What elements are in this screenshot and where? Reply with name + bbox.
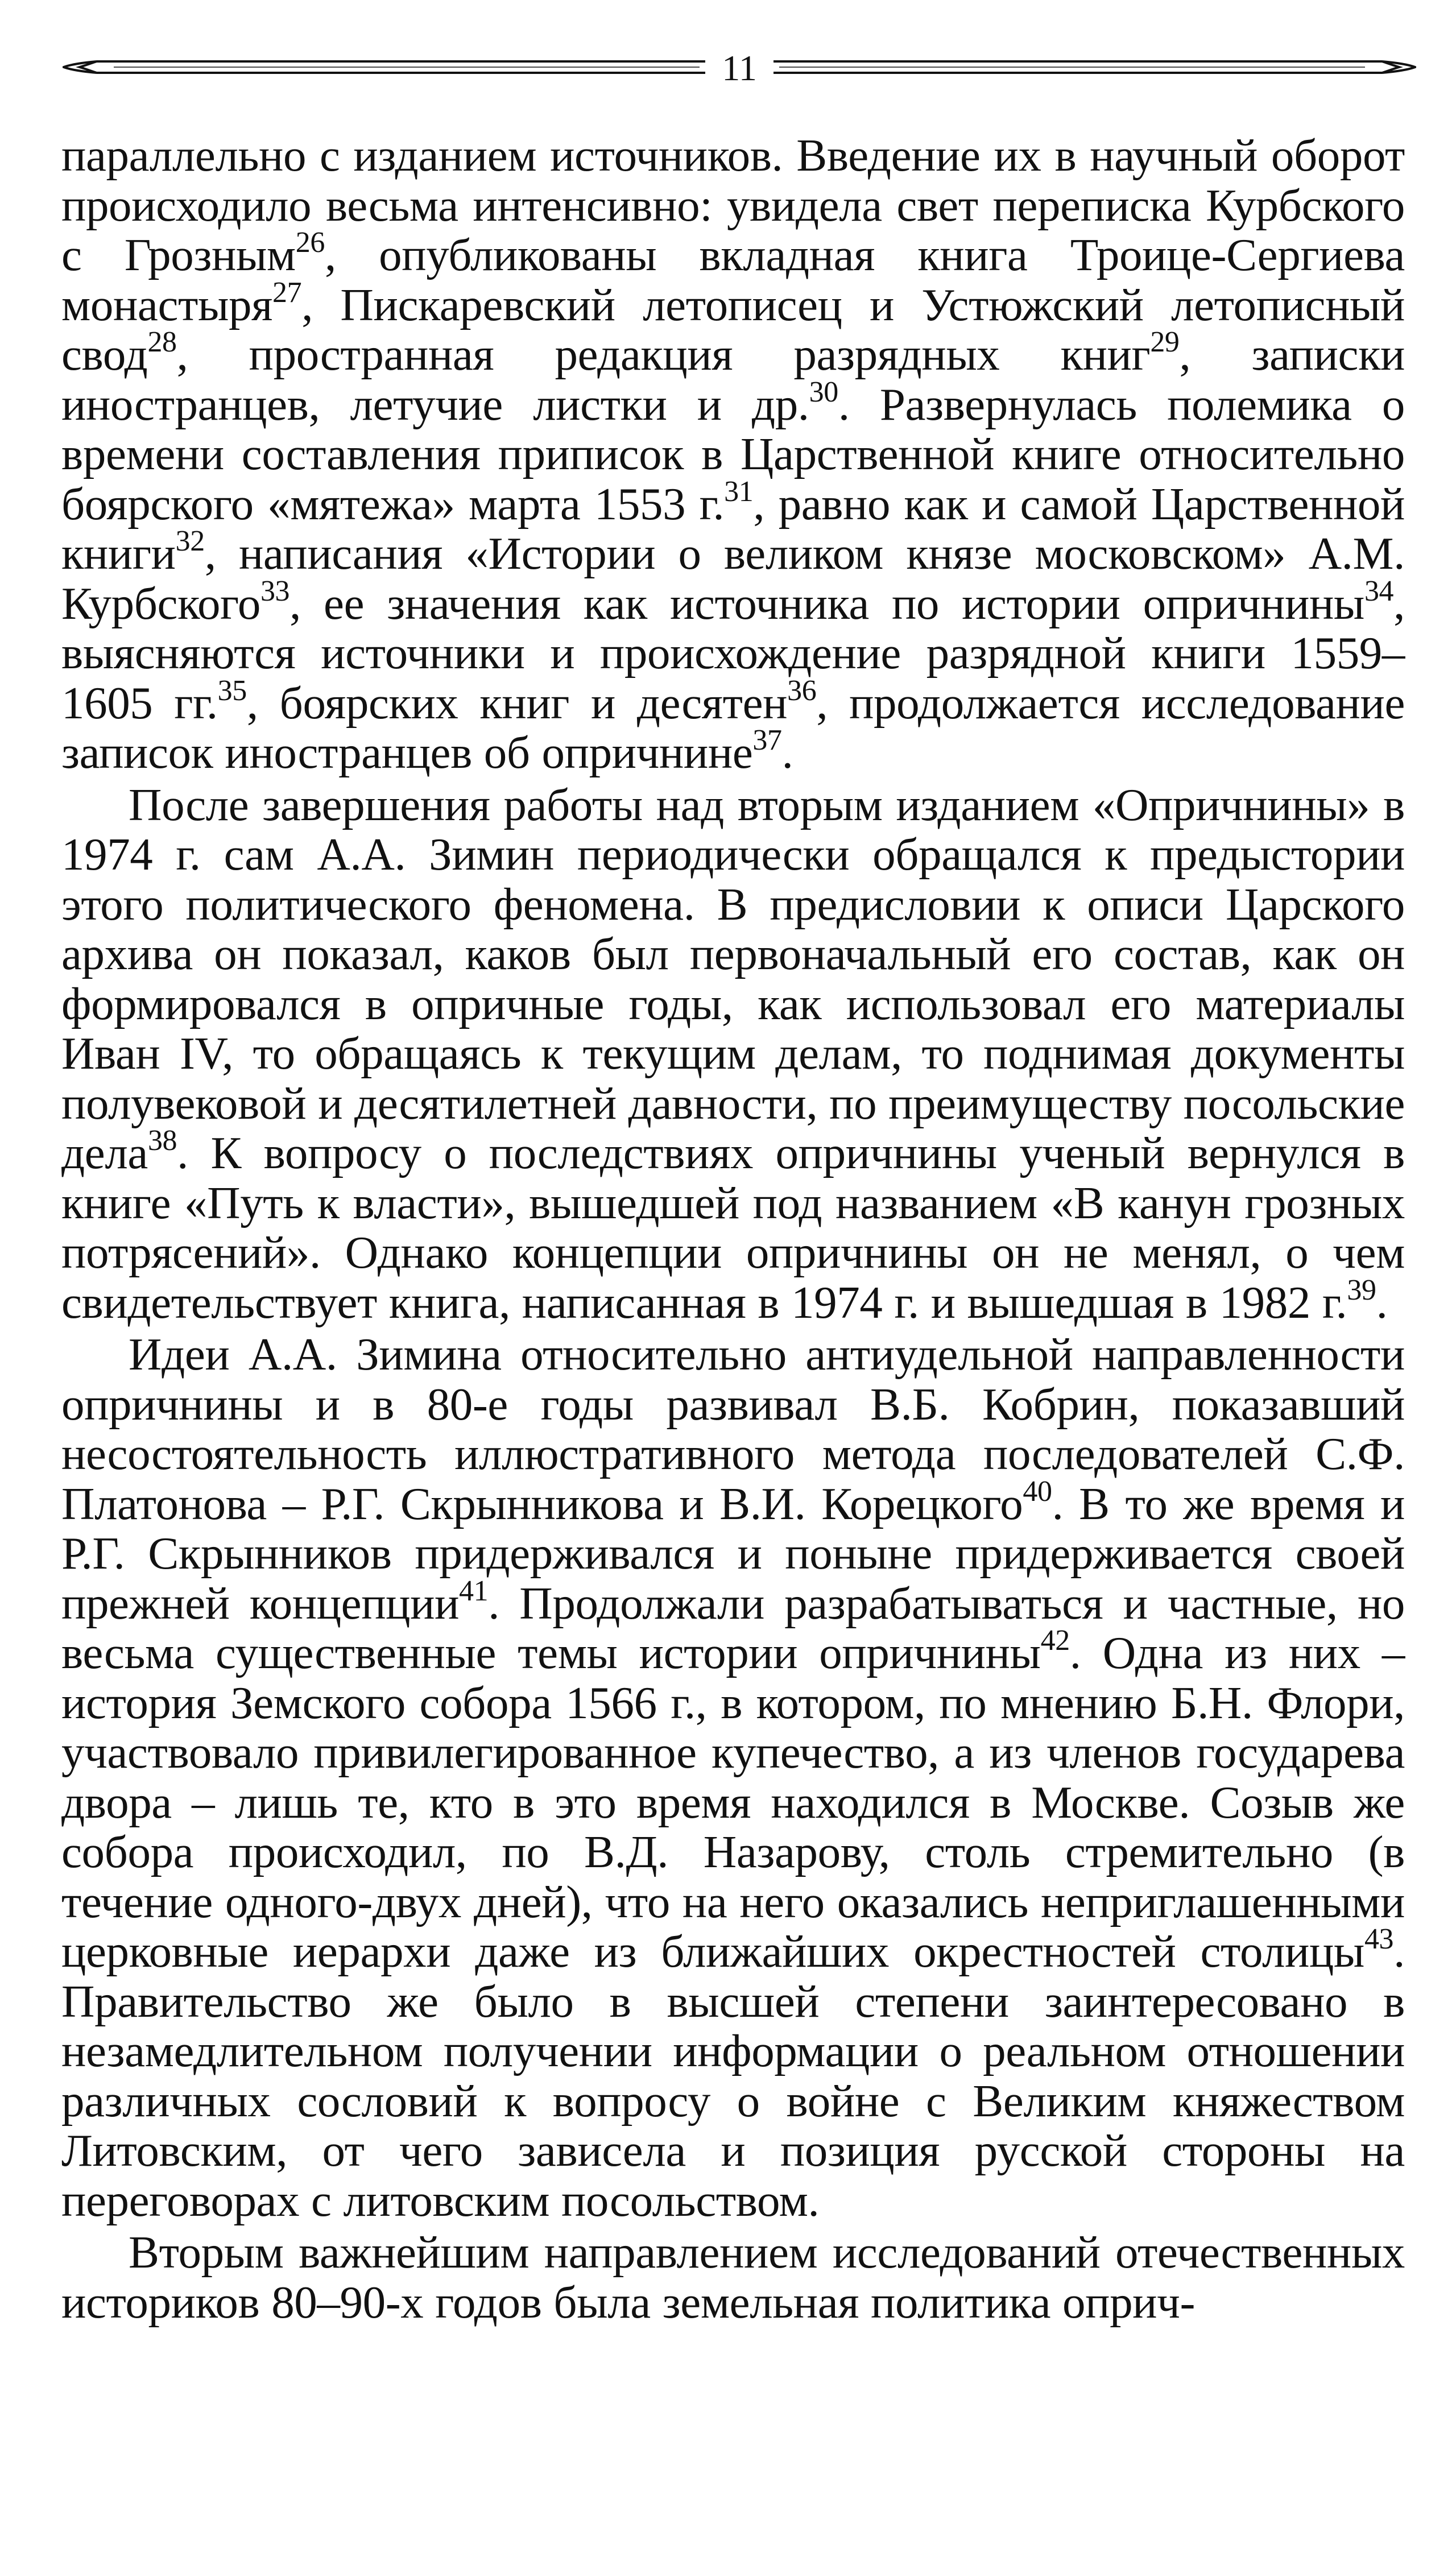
body-text (61, 131, 1405, 2327)
footnote-reference: 36 (787, 674, 817, 707)
footnote-reference: 30 (809, 375, 838, 408)
paragraph-4 (61, 2228, 1405, 2327)
page-header (63, 47, 1416, 92)
footnote-reference: 39 (1347, 1273, 1376, 1306)
text-fragment: Вторым важнейшим направлением исследований отечественных историков 80–90-х годов была земельная политика оприч- (61, 2227, 1405, 2328)
text-fragment: . (1376, 1276, 1388, 1328)
text-fragment: , Пискаревский летописец и Устюжский летописный свод (61, 279, 1405, 380)
text-fragment: , ее значения как источника по истории опричнины (289, 577, 1364, 629)
footnote-reference: 40 (1023, 1475, 1052, 1508)
header-right-flourish (1382, 61, 1415, 73)
text-fragment: После завершения работы над вторым изданием «Опричнины» в 1974 г. сам А.А. Зимин периодически обращался к предыстории этого политического феномена. В предисловии к описи Царского архива он показал, каков был первоначальный его состав, как он формировался в опричные годы, как использовал его материалы Иван IV, то обращаясь к текущим делам, то поднимая документы полувековой и десятилетней давности, по преимуществу посольские дела (61, 779, 1405, 1178)
footnote-reference: 26 (295, 226, 325, 259)
footnote-reference: 35 (217, 674, 247, 707)
footnote-reference: 34 (1364, 574, 1394, 607)
footnote-reference: 32 (175, 524, 205, 557)
text-fragment: , опубликованы вкладная книга Троице-Сергиева монастыря (61, 229, 1405, 330)
footnote-reference: 33 (260, 574, 290, 607)
text-fragment: , написания «Истории о великом князе московском» А.М. Курбского (61, 528, 1405, 629)
footnote-reference: 38 (147, 1124, 177, 1157)
header-left-flourish (64, 61, 97, 73)
text-fragment: Идеи А.А. Зимина относительно антиудельной направленности опричнины и в 80-е годы развивал В.Б. Кобрин, показавший несостоятельность иллюстративного метода последователей С.Ф. Платонова – Р.Г. Скрынникова и В.И. Корецкого (61, 1329, 1405, 1529)
text-fragment: . Одна из них – история Земского собора 1566 г., в котором, по мнению Б.Н. Флори, участвовало привилегированное купечество, а из членов государева двора – лишь те, кто в это время находился в Москве. Созыв же собора происходил, по В.Д. Назарову, столь стремительно (в течение одного-двух дней), что на него оказались неприглашенными церковные иерархи даже из ближайших окрестностей столицы (61, 1627, 1405, 1977)
text-fragment: , записки иностранцев, летучие листки и др. (61, 329, 1405, 430)
paragraph-2 (61, 780, 1405, 1328)
footnote-reference: 43 (1364, 1922, 1394, 1955)
text-fragment: . Развернулась полемика о времени составления приписок в Царственной книге относительно боярского «мятежа» марта 1553 г. (61, 378, 1405, 529)
paragraph-1 (61, 131, 1405, 778)
text-fragment: . Продолжали разрабатываться и частные, но весьма существенные темы истории опричнины (61, 1577, 1405, 1678)
footnote-reference: 37 (752, 723, 782, 756)
text-fragment: , выясняются источники и происхождение разрядной книги 1559–1605 гг. (61, 577, 1405, 729)
text-fragment: , пространная редакция разрядных книг (176, 329, 1151, 380)
text-fragment: , равно как и самой Царственной книги (61, 478, 1405, 579)
text-fragment: , продолжается исследование записок иностранцев об опричнине (61, 677, 1405, 778)
footnote-reference: 42 (1040, 1624, 1070, 1657)
text-fragment: . Правительство же было в высшей степени заинтересовано в незамедлительном получении информации о реальном отношении различных сословий к вопросу о войне с Великим княжеством Литовским, от чего зависела и позиция русской стороны на переговорах с литовским посольством. (61, 1926, 1405, 2226)
paragraph-3 (61, 1330, 1405, 2225)
footnote-reference: 28 (147, 325, 177, 358)
text-fragment: параллельно с изданием источников. Введение их в научный оборот происходило весьма интенсивно: увидела свет переписка Курбского с Грозным (61, 130, 1405, 280)
page-number: 11 (705, 50, 774, 86)
footnote-reference: 31 (724, 475, 754, 508)
text-fragment: , боярских книг и десятен (246, 677, 788, 729)
footnote-reference: 41 (459, 1574, 489, 1607)
text-fragment: . К вопросу о последствиях опричнины ученый вернулся в книге «Путь к власти», вышедшей под названием «В канун грозных потрясений». Однако концепции опричнины он не менял, о чем свидетельствует книга, написанная в 1974 г. и вышедшая в 1982 г. (61, 1127, 1405, 1328)
footnote-reference: 27 (272, 276, 302, 309)
footnote-reference: 29 (1150, 325, 1180, 358)
text-fragment: . В то же время и Р.Г. Скрынников придерживался и поныне придерживается своей прежней концепции (61, 1478, 1405, 1629)
text-fragment: . (781, 727, 793, 778)
